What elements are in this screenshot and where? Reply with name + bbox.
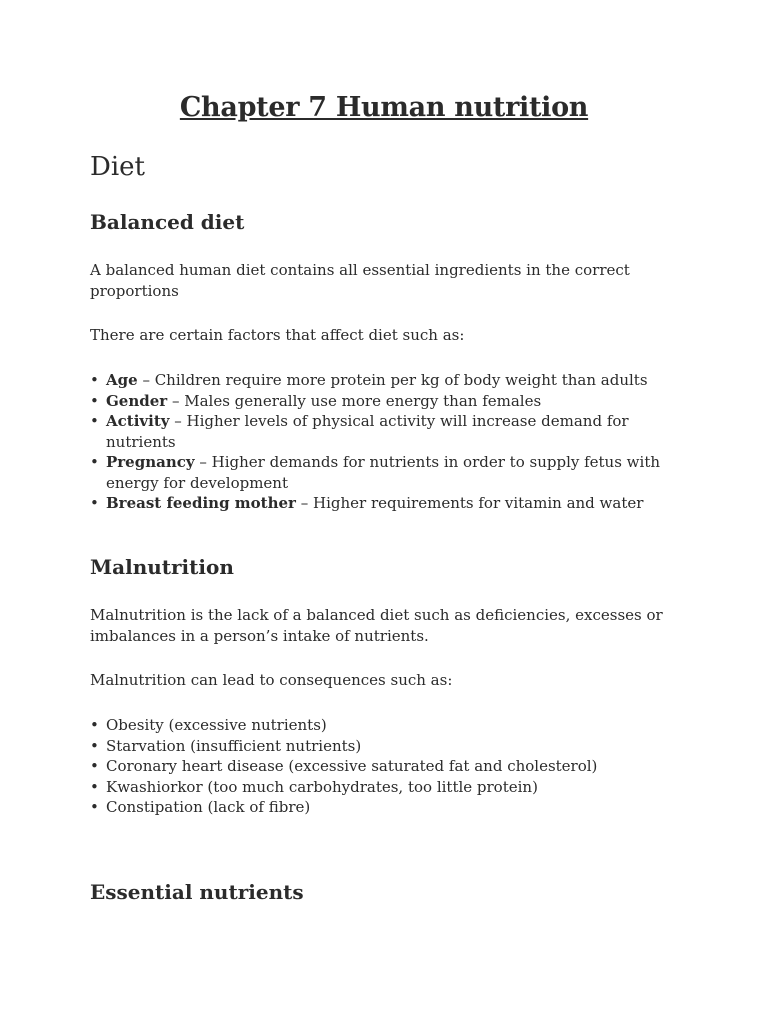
list-item: • Kwashiorkor (too much carbohydrates, too little protein) xyxy=(90,777,690,798)
factor-text: – Children require more protein per kg of body weight than adults xyxy=(137,371,648,389)
balanced-diet-intro xyxy=(90,260,690,302)
balanced-diet-intro-line1: A balanced human diet contains all essential ingredients in the correct xyxy=(90,261,630,279)
list-item xyxy=(90,493,690,514)
factor-term: Pregnancy xyxy=(106,453,195,471)
list-item xyxy=(90,452,690,493)
list-item: • Obesity (excessive nutrients) xyxy=(90,715,690,736)
list-item xyxy=(90,391,690,412)
factor-text-continued: energy for development xyxy=(106,473,288,492)
section-heading-diet: Diet xyxy=(90,152,145,182)
malnutrition-intro-line2: imbalances in a person’s intake of nutrients. xyxy=(90,627,429,645)
heading-malnutrition: Malnutrition xyxy=(90,555,234,579)
malnutrition-intro xyxy=(90,605,690,647)
consequences-list xyxy=(90,715,690,818)
list-item xyxy=(90,370,690,391)
heading-essential-nutrients: Essential nutrients xyxy=(90,880,304,904)
list-item: • Constipation (lack of fibre) xyxy=(90,797,690,818)
list-item: • Starvation (insufficient nutrients) xyxy=(90,736,690,757)
factors-list xyxy=(90,370,690,514)
list-item xyxy=(90,411,690,452)
page-title: Chapter 7 Human nutrition xyxy=(179,92,589,123)
factor-text: – Higher levels of physical activity will increase demand for nutrients xyxy=(106,412,629,451)
malnutrition-intro-line1: Malnutrition is the lack of a balanced diet such as deficiencies, excesses or xyxy=(90,606,663,624)
heading-balanced-diet: Balanced diet xyxy=(90,210,245,234)
factors-intro: There are certain factors that affect diet such as: xyxy=(90,326,465,344)
factor-term: Breast feeding mother xyxy=(106,494,296,512)
factor-term: Gender xyxy=(106,391,168,410)
factor-text: – Higher requirements for vitamin and water xyxy=(295,494,644,512)
balanced-diet-intro-line2: proportions xyxy=(90,282,179,300)
factor-term: Activity xyxy=(106,412,170,430)
factor-text: – Higher demands for nutrients in order to supply fetus with xyxy=(194,453,661,471)
factor-term: Age xyxy=(106,371,138,389)
consequences-intro: Malnutrition can lead to consequences such as: xyxy=(90,671,453,689)
list-item: • Coronary heart disease (excessive saturated fat and cholesterol) xyxy=(90,756,690,777)
factor-text: – Males generally use more energy than females xyxy=(167,391,542,410)
